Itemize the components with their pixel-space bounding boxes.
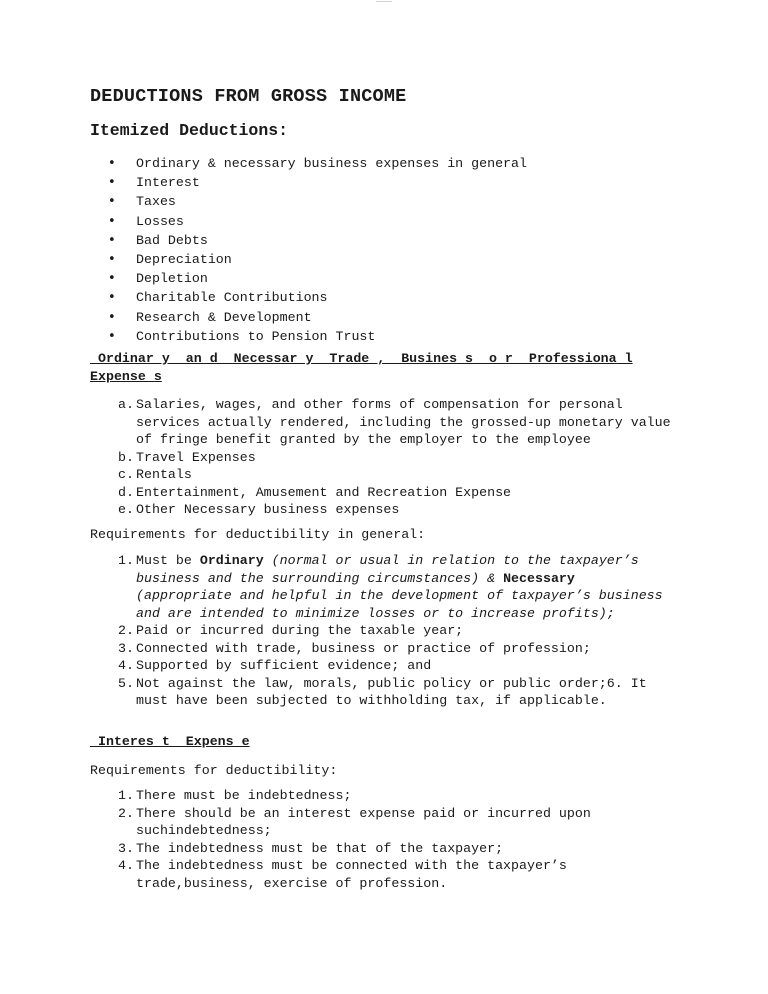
list-item [118, 484, 678, 502]
page-title: DEDUCTIONS FROM GROSS INCOME [90, 86, 407, 107]
interest-requirements-list [118, 787, 678, 892]
list-item-text: Supported by sufficient evidence; and [136, 658, 432, 673]
list-item [118, 640, 678, 658]
list-marker: e. [118, 502, 134, 517]
list-item-text: Ordinary & necessary business expenses in general [136, 156, 527, 171]
top-mark [0, 0, 768, 4]
list-marker: 3. [118, 640, 134, 656]
list-marker: 5. [118, 675, 134, 691]
list-item [108, 192, 527, 211]
list-item-text: The indebtedness must be connected with the taxpayer’s trade,business, exercise of profession. [136, 858, 567, 891]
list-item [108, 327, 527, 346]
section-subtitle: Itemized Deductions: [90, 121, 289, 140]
list-item-text: Other Necessary business expenses [136, 502, 400, 517]
list-marker: a. [118, 397, 134, 412]
ordinary-definition: (normal or usual in relation to the taxpayer’s business and the surrounding circumstances) & [136, 553, 639, 586]
list-item [118, 840, 678, 858]
bullet-icon: • [108, 232, 116, 248]
list-item-text: Losses [136, 213, 184, 229]
list-item-text: The indebtedness must be that of the taxpayer; [136, 840, 504, 856]
list-marker: b. [118, 449, 134, 465]
bullet-icon: • [108, 290, 116, 306]
bullet-icon: • [108, 271, 116, 287]
necessary-definition: (appropriate and helpful in the development of taxpayer’s business and are intended to minimize losses or to increase profits); [136, 588, 663, 621]
list-item [108, 250, 527, 269]
section-heading-ordinary-expenses-cont: Expense s [90, 369, 162, 384]
list-item-text: Rentals [136, 467, 192, 482]
list-item [118, 396, 678, 449]
requirements-intro: Requirements for deductibility: [90, 763, 338, 778]
list-marker: 3. [118, 840, 134, 856]
list-item-text: Connected with trade, business or practice of profession; [136, 640, 591, 656]
general-requirements-list [118, 552, 678, 710]
section-heading-interest-expense: Interes t Expens e [90, 734, 250, 749]
list-item [118, 857, 678, 892]
bullet-icon: • [108, 309, 116, 325]
list-item-text: Depletion [136, 271, 208, 287]
list-item-text: Paid or incurred during the taxable year; [136, 623, 464, 638]
itemized-deductions-list [108, 154, 527, 346]
list-item-text: Charitable Contributions [136, 290, 328, 306]
bullet-icon: • [108, 194, 116, 210]
list-item [118, 501, 678, 519]
list-item [108, 269, 527, 288]
list-item [118, 449, 678, 467]
ordinary-term: Ordinary [199, 553, 264, 568]
list-item [108, 231, 527, 250]
list-item [108, 173, 527, 192]
list-item [108, 308, 527, 327]
list-marker: d. [118, 484, 134, 500]
list-marker: c. [118, 467, 134, 482]
list-marker: 4. [118, 658, 134, 673]
list-item [108, 154, 527, 173]
section-heading-ordinary-expenses: Ordinar y an d Necessar y Trade , Busines s o r Professiona l [90, 351, 633, 366]
list-item [118, 622, 678, 640]
bullet-icon: • [108, 156, 116, 171]
list-item [118, 675, 678, 710]
requirements-intro: Requirements for deductibility in general: [90, 527, 426, 542]
list-item-text: Taxes [136, 194, 176, 210]
list-item-text: There should be an interest expense paid or incurred upon suchindebtedness; [136, 805, 591, 838]
list-marker: 4. [118, 858, 134, 873]
list-item [118, 657, 678, 675]
bullet-icon: • [108, 328, 116, 344]
list-item [118, 552, 678, 622]
list-item-text: Must be [136, 553, 200, 568]
list-marker: 2. [118, 623, 134, 638]
bullet-icon: • [108, 213, 116, 229]
list-marker: 1. [118, 788, 134, 803]
list-marker: 1. [118, 553, 134, 568]
list-item-text: Salaries, wages, and other forms of compensation for personal services actually rendered, including the grossed-up monetary value of fringe benefit granted by the employer to the employee [136, 397, 671, 447]
list-item [108, 288, 527, 307]
expense-types-list [118, 396, 678, 519]
necessary-term: Necessary [503, 570, 575, 586]
list-item [108, 212, 527, 231]
list-item-text: Travel Expenses [136, 449, 256, 465]
list-item-text: There must be indebtedness; [136, 788, 352, 803]
bullet-icon: • [108, 251, 116, 267]
bullet-icon: • [108, 175, 116, 191]
list-item-text: Not against the law, morals, public policy or public order;6. It must have been subjected to withholding tax, if applicable. [136, 675, 647, 708]
list-item-text: Entertainment, Amusement and Recreation Expense [136, 484, 512, 500]
list-item-text: Interest [136, 175, 200, 191]
list-item-text: Contributions to Pension Trust [136, 328, 376, 344]
list-marker: 2. [118, 805, 134, 821]
list-item-text: Research & Development [136, 309, 312, 325]
list-item-text: Bad Debts [136, 232, 208, 248]
list-item [118, 805, 678, 840]
list-item [118, 787, 678, 805]
list-item-text: Depreciation [136, 251, 232, 267]
list-item [118, 466, 678, 484]
